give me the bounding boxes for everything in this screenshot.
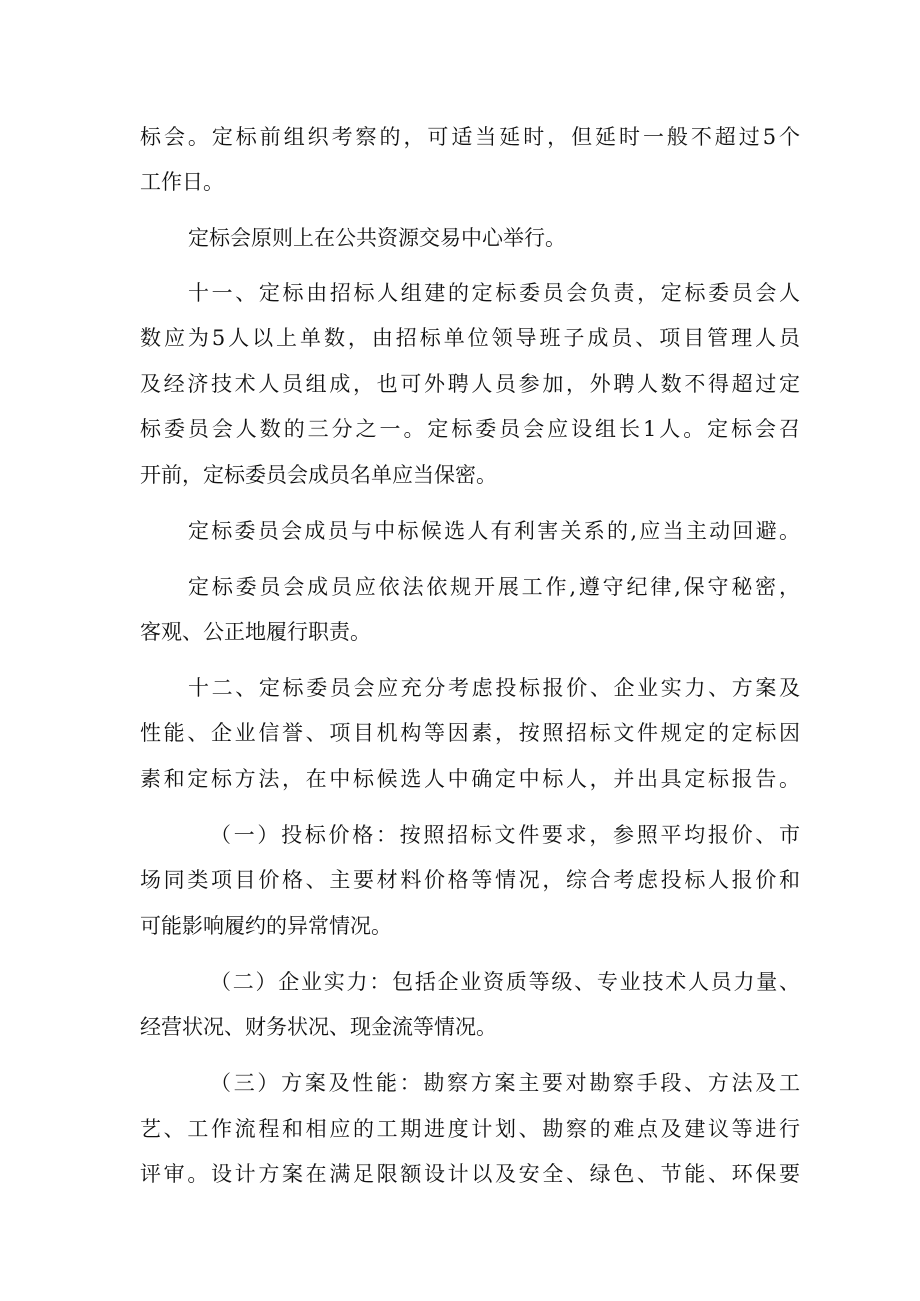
text-line: 十一、定标由招标人组建的定标委员会负责，定标委员会人 xyxy=(188,281,800,305)
text-line: 经营状况、财务状况、现金流等情况。 xyxy=(140,1015,497,1039)
text-line: （一）投标价格：按照招标文件要求，参照平均报价、市 xyxy=(210,823,800,847)
text-line: （二）企业实力：包括企业资质等级、专业技术人员力量、 xyxy=(210,970,800,994)
text-line: 艺、工作流程和相应的工期进度计划、勘察的难点及建议等进行 xyxy=(140,1117,800,1141)
text-line: 性能、企业信誉、项目机构等因素，按照招标文件规定的定标因 xyxy=(140,721,800,745)
text-line: 开前，定标委员会成员名单应当保密。 xyxy=(140,463,497,487)
text-line: 定标委员会成员与中标候选人有利害关系的,应当主动回避。 xyxy=(188,519,800,543)
text-line: （三）方案及性能：勘察方案主要对勘察手段、方法及工 xyxy=(210,1071,800,1095)
text-line: 场同类项目价格、主要材料价格等情况，综合考虑投标人报价和 xyxy=(140,868,800,892)
text-line: 评审。设计方案在满足限额设计以及安全、绿色、节能、环保要 xyxy=(140,1162,800,1186)
text-line: 及经济技术人员组成，也可外聘人员参加，外聘人数不得超过定 xyxy=(140,372,800,396)
text-line: 数应为5人以上单数，由招标单位领导班子成员、项目管理人员 xyxy=(140,326,800,350)
text-line: 定标会原则上在公共资源交易中心举行。 xyxy=(188,226,566,250)
text-line: 标委员会人数的三分之一。定标委员会应设组长1人。定标会召 xyxy=(140,417,800,441)
text-line: 素和定标方法，在中标候选人中确定中标人，并出具定标报告。 xyxy=(140,767,800,791)
text-line: 标会。定标前组织考察的，可适当延时，但延时一般不超过5个 xyxy=(140,125,800,149)
text-line: 可能影响履约的异常情况。 xyxy=(140,914,392,938)
text-line: 十二、定标委员会应充分考虑投标报价、企业实力、方案及 xyxy=(188,676,800,700)
text-line: 工作日。 xyxy=(140,170,224,194)
text-line: 定标委员会成员应依法依规开展工作,遵守纪律,保守秘密， xyxy=(188,575,800,599)
text-line: 客观、公正地履行职责。 xyxy=(140,620,371,644)
